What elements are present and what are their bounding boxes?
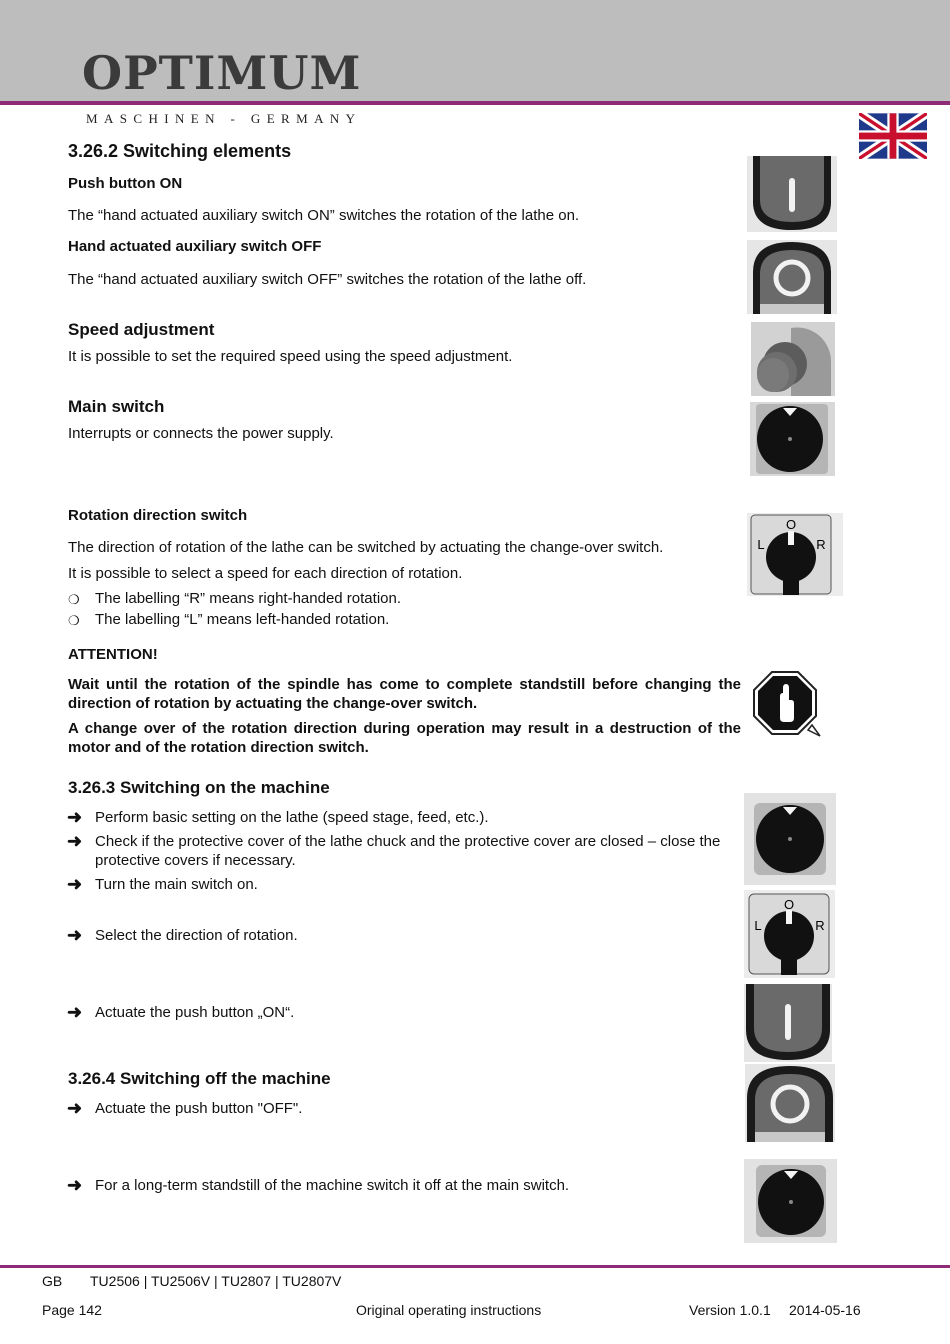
section-title-switching-off: 3.26.4 Switching off the machine — [68, 1069, 331, 1088]
selector-label-r: R — [816, 537, 826, 552]
footer-document-type: Original operating instructions — [356, 1302, 542, 1318]
header-rule — [0, 101, 950, 105]
arrow-right-icon: ➜ — [67, 1098, 83, 1118]
step-on-3: Turn the main switch on. — [95, 876, 258, 893]
rotation-bullet: The labelling “R” means right-handed rotation. — [95, 590, 401, 607]
arrow-right-icon: ➜ — [67, 1175, 83, 1195]
footer-date: 2014-05-16 — [789, 1302, 861, 1318]
footer-language: GB — [42, 1273, 63, 1289]
step-off-2: For a long-term standstill of the machine switch it off at the main switch. — [95, 1177, 570, 1194]
main-switch-text: Interrupts or connects the power supply. — [68, 425, 334, 442]
section-title-switching-on: 3.26.3 Switching on the machine — [68, 778, 330, 797]
push-button-on-icon — [744, 984, 832, 1062]
arrow-right-icon: ➜ — [67, 925, 83, 945]
main-switch-icon — [744, 793, 836, 885]
push-button-off-icon — [747, 240, 837, 314]
attention-label: ATTENTION! — [68, 646, 158, 663]
rotation-selector-icon — [744, 890, 835, 978]
rotation-text-1: The direction of rotation of the lathe can be switched by actuating the change-over switch. — [68, 539, 664, 556]
arrow-right-icon: ➜ — [67, 831, 83, 851]
stop-hand-warning-icon — [752, 670, 822, 740]
bullet-circle-icon: ❍ — [68, 592, 80, 607]
push-on-text: The “hand actuated auxiliary switch ON” switches the rotation of the lathe on. — [68, 207, 580, 224]
rotation-title: Rotation direction switch — [68, 507, 248, 524]
main-switch-icon — [744, 1159, 837, 1243]
arrow-right-icon: ➜ — [67, 874, 83, 894]
section-title-switching-elements: 3.26.2 Switching elements — [68, 141, 292, 161]
push-on-title: Push button ON — [68, 175, 183, 192]
brand-tagline: MASCHINEN - GERMANY — [86, 111, 362, 126]
speed-title: Speed adjustment — [68, 320, 215, 339]
bullet-circle-icon: ❍ — [68, 613, 80, 628]
main-switch-icon — [750, 402, 835, 476]
footer-models: TU2506 | TU2506V | TU2807 | TU2807V — [90, 1273, 342, 1289]
push-button-off-icon — [745, 1064, 835, 1142]
rotation-bullet: The labelling “L” means left-handed rotation. — [95, 611, 390, 628]
speed-knob-icon — [751, 322, 835, 396]
speed-text: It is possible to set the required speed using the speed adjustment. — [68, 348, 513, 365]
rotation-text-2: It is possible to select a speed for each direction of rotation. — [68, 565, 463, 582]
step-on-5: Actuate the push button „ON“. — [95, 1004, 295, 1021]
selector-label-o: O — [783, 897, 795, 912]
brand-logo: OPTIMUM — [82, 46, 362, 100]
selector-label-o: O — [785, 517, 797, 532]
attention-text-1: Wait until the rotation of the spindle has come to complete standstill before changing the direction of rotation by actuating the change-over switch. — [68, 676, 741, 712]
arrow-right-icon: ➜ — [67, 807, 83, 827]
attention-text-2: A change over of the rotation direction during operation may result in a destruction of the motor and of the rotation direction switch. — [68, 720, 741, 756]
footer-page-number: Page 142 — [42, 1302, 102, 1318]
rotation-selector-icon — [747, 513, 843, 596]
off-text: The “hand actuated auxiliary switch OFF” switches the rotation of the lathe off. — [68, 271, 587, 288]
selector-label-l: L — [754, 918, 762, 933]
footer-rule — [0, 1265, 950, 1268]
selector-label-l: L — [757, 537, 765, 552]
off-title: Hand actuated auxiliary switch OFF — [68, 238, 322, 255]
step-on-2: Check if the protective cover of the lathe chuck and the protective cover are closed – close the protective covers if necessary. — [95, 833, 721, 869]
footer-version: Version 1.0.1 — [689, 1302, 771, 1318]
step-on-1: Perform basic setting on the lathe (speed stage, feed, etc.). — [95, 809, 489, 826]
main-switch-title: Main switch — [68, 397, 165, 416]
arrow-right-icon: ➜ — [67, 1002, 83, 1022]
step-off-1: Actuate the push button "OFF". — [95, 1100, 303, 1117]
push-button-on-icon — [747, 156, 837, 232]
selector-label-r: R — [815, 918, 825, 933]
uk-flag-icon — [859, 113, 927, 159]
step-on-4: Select the direction of rotation. — [95, 927, 298, 944]
